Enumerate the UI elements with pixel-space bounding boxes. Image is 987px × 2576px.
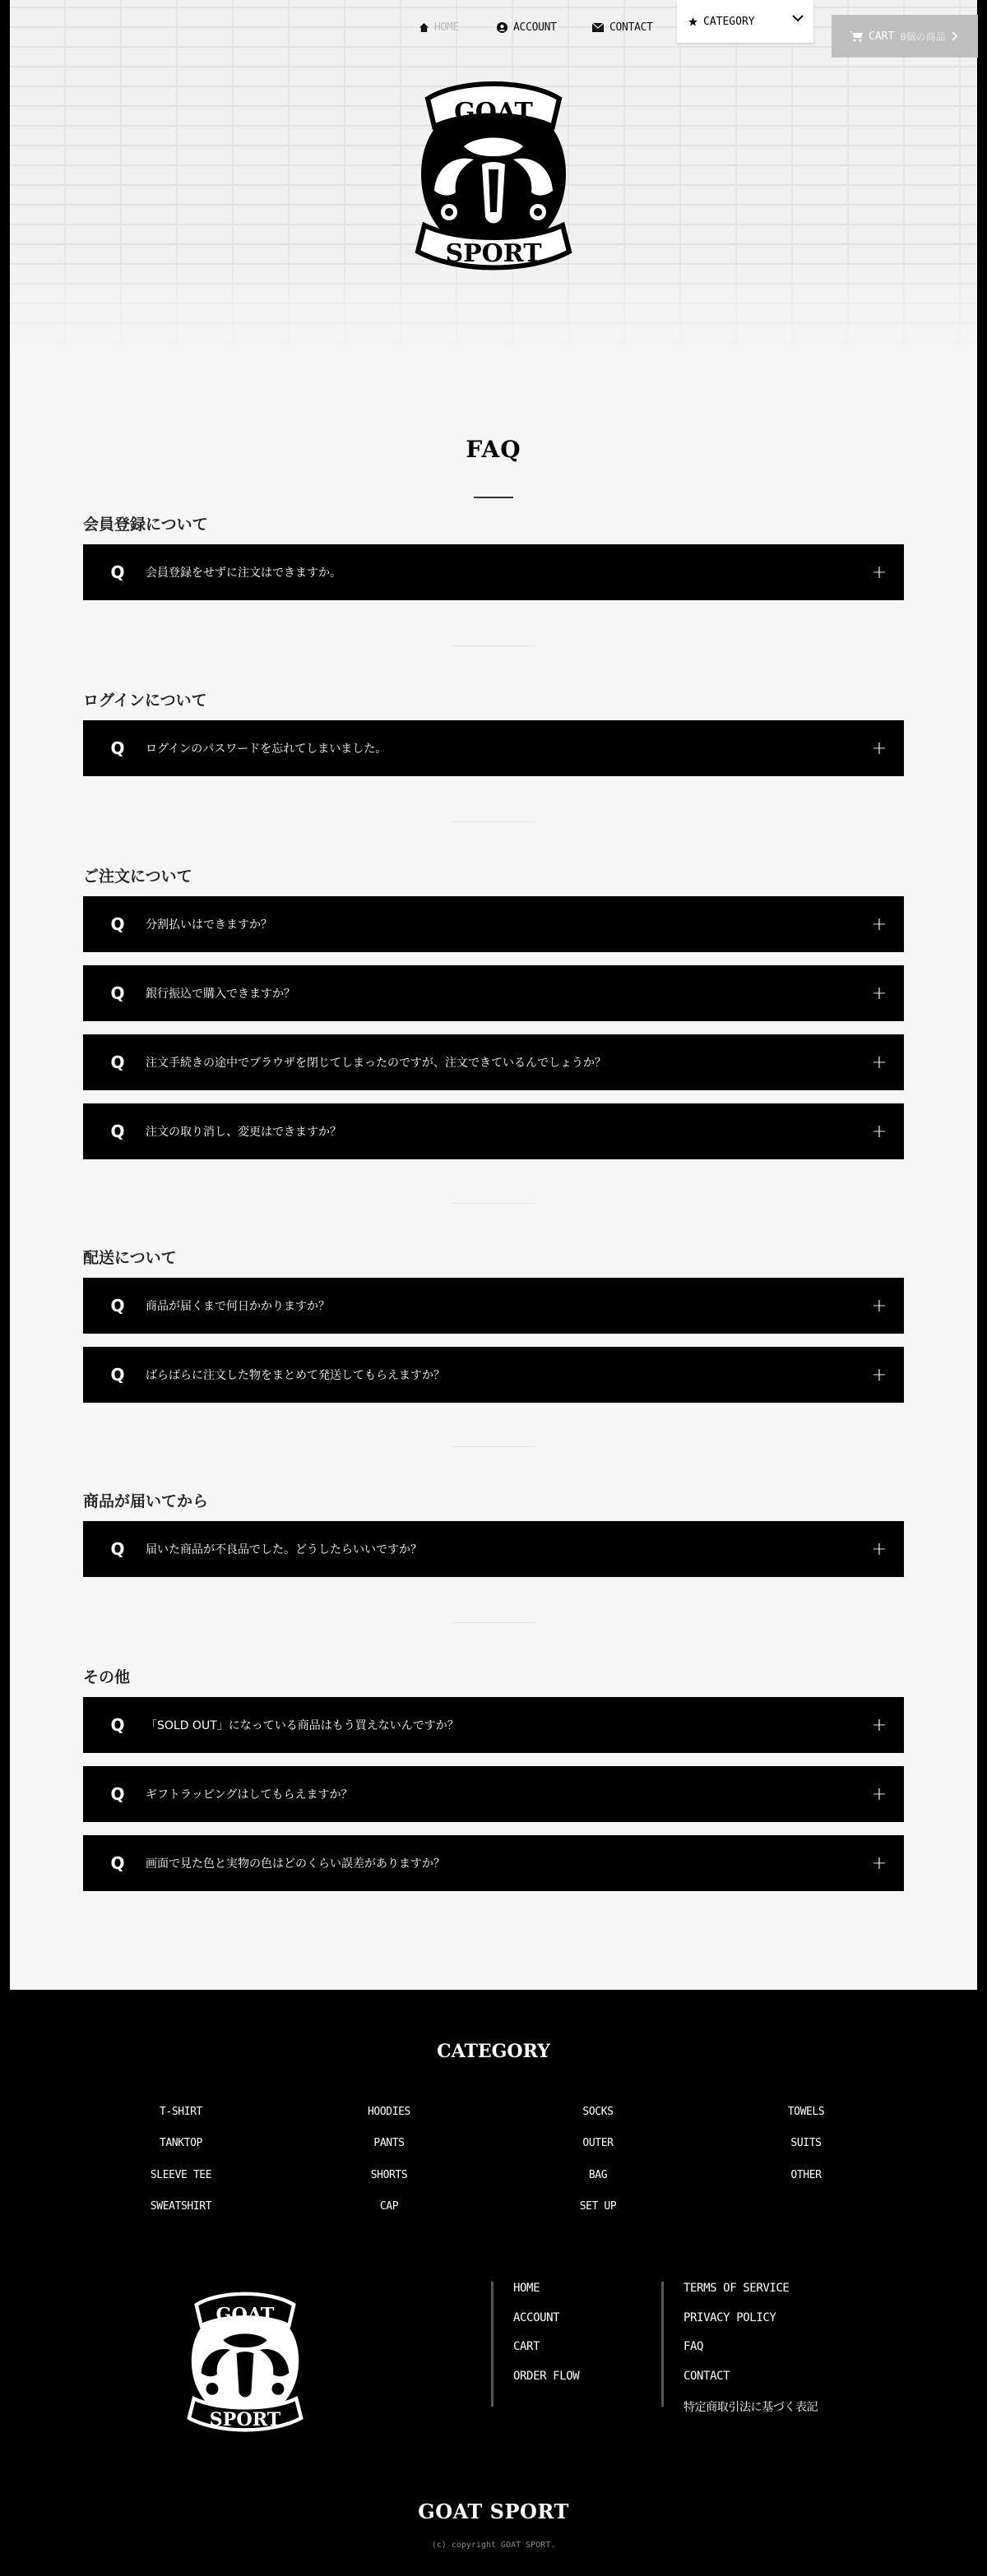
faq-question[interactable] [83, 1347, 904, 1403]
footer-brand: GOAT SPORT [418, 2500, 569, 2523]
question-text: ギフトラッピングはしてもらえますか？ [146, 1788, 353, 1801]
top-nav [0, 0, 987, 49]
category-link[interactable]: TOWELS [787, 2106, 825, 2118]
plus-icon: + [871, 562, 887, 583]
q-mark: Q [110, 1296, 125, 1316]
q-mark: Q [110, 738, 125, 758]
footer-category-title: CATEGORY [437, 2041, 550, 2062]
category-link[interactable]: SWEATSHIRT [150, 2200, 212, 2213]
category-link[interactable]: SLEEVE TEE [150, 2169, 212, 2181]
faq-question[interactable] [83, 1521, 904, 1577]
faq-question[interactable] [83, 965, 904, 1021]
q-mark: Q [110, 1715, 125, 1735]
question-text: 注文手続きの途中でブラウザを閉じてしまったのですが、注文できているんでしょうか？ [146, 1057, 606, 1070]
q-mark: Q [110, 1539, 125, 1559]
faq-question[interactable] [83, 1034, 904, 1090]
footer-link-home[interactable]: HOME [513, 2282, 540, 2295]
category-link[interactable]: PANTS [373, 2137, 405, 2149]
section-title-membership: 会員登録について [83, 516, 208, 534]
section-title-login: ログインについて [83, 691, 207, 710]
plus-icon: + [871, 1852, 887, 1874]
envelope-icon [592, 23, 604, 32]
nav-account-link[interactable] [497, 21, 557, 34]
plus-icon: + [871, 1714, 887, 1736]
plus-icon: + [871, 1364, 887, 1385]
q-mark: Q [110, 1365, 125, 1385]
question-text: 分割払いはできますか？ [146, 918, 272, 932]
category-link[interactable]: SUITS [790, 2137, 822, 2149]
q-mark: Q [110, 562, 125, 582]
category-link[interactable]: OUTER [582, 2137, 614, 2149]
nav-account-label: ACCOUNT [513, 21, 557, 34]
cart-button[interactable] [832, 15, 978, 58]
nav-home-link[interactable] [419, 21, 459, 34]
q-mark: Q [110, 1052, 125, 1072]
cart-icon [850, 30, 863, 42]
section-divider [452, 645, 535, 646]
footer-nav-info [661, 2282, 818, 2415]
question-text: 画面で見た色と実物の色はどのくらい誤差がありますか？ [146, 1857, 445, 1871]
faq-question[interactable] [83, 1766, 904, 1822]
faq-question[interactable] [83, 1835, 904, 1891]
q-mark: Q [110, 983, 125, 1003]
question-text: 届いた商品が不良品でした。どうしたらいいですか？ [146, 1543, 422, 1556]
home-icon [419, 23, 429, 32]
footer-link-terms[interactable]: TERMS OF SERVICE [683, 2282, 790, 2295]
question-text: 「SOLD OUT」になっている商品はもう買えないんですか？ [146, 1719, 459, 1732]
faq-question[interactable] [83, 720, 904, 776]
chevron-down-icon [792, 15, 804, 22]
question-text: 商品が届くまで何日かかりますか？ [146, 1300, 330, 1313]
q-mark: Q [110, 1784, 125, 1804]
page-title: FAQ [466, 436, 521, 463]
category-link[interactable]: BAG [588, 2169, 608, 2181]
question-text: 注文の取り消し、変更はできますか？ [146, 1126, 341, 1139]
question-text: 会員登録をせずに注文はできますか。 [146, 567, 341, 580]
plus-icon: + [871, 1121, 887, 1142]
category-link[interactable]: T-SHIRT [160, 2106, 202, 2118]
category-link[interactable]: SET UP [579, 2200, 617, 2213]
category-link[interactable]: OTHER [790, 2169, 822, 2181]
section-divider [452, 1622, 535, 1623]
plus-icon: + [871, 983, 887, 1004]
section-title-after-delivery: 商品が届いてから [83, 1492, 209, 1510]
footer-link-cart[interactable]: CART [513, 2340, 540, 2354]
footer-link-privacy[interactable]: PRIVACY POLICY [683, 2310, 776, 2324]
category-link[interactable]: TANKTOP [160, 2137, 202, 2149]
q-mark: Q [110, 1122, 125, 1141]
section-title-shipping: 配送について [83, 1249, 177, 1267]
q-mark: Q [110, 1853, 125, 1873]
faq-question[interactable] [83, 1103, 904, 1159]
copyright: (c) copyright GOAT SPORT. [431, 2541, 556, 2550]
category-link[interactable]: SOCKS [582, 2106, 614, 2118]
category-link[interactable]: HOODIES [368, 2106, 410, 2118]
plus-icon: + [871, 738, 887, 759]
question-text: 銀行振込で購入できますか？ [146, 987, 295, 1001]
faq-question[interactable] [83, 1697, 904, 1753]
category-link[interactable]: SHORTS [370, 2169, 408, 2181]
footer-logo[interactable] [164, 2282, 326, 2446]
section-title-orders: ご注文について [83, 867, 192, 886]
cart-count: 0個の商品 [900, 30, 946, 43]
faq-question[interactable] [83, 896, 904, 952]
footer-link-order-flow[interactable]: ORDER FLOW [513, 2369, 580, 2383]
section-divider [452, 821, 535, 822]
user-circle-icon [497, 22, 507, 33]
faq-question[interactable] [83, 544, 904, 600]
title-underline [474, 497, 513, 498]
logo-top-text: GOAT [454, 98, 533, 127]
nav-contact-link[interactable] [592, 21, 653, 34]
goat-sport-logo[interactable] [385, 67, 602, 289]
section-title-other: その他 [83, 1668, 131, 1686]
logo-bottom-text: SPORT [445, 239, 542, 268]
question-text: ばらばらに注文した物をまとめて発送してもらえますか？ [146, 1369, 445, 1382]
footer-link-tokushoho[interactable]: 特定商取引法に基づく表記 [683, 2401, 818, 2415]
plus-icon: + [871, 1052, 887, 1073]
section-divider [452, 1446, 535, 1447]
footer-link-account[interactable]: ACCOUNT [513, 2310, 560, 2324]
main-content [10, 362, 977, 1990]
footer-link-faq[interactable]: FAQ [683, 2340, 704, 2354]
section-divider [452, 1203, 535, 1204]
category-dropdown-label: CATEGORY [703, 15, 755, 28]
footer-logo-top-text: GOAT [215, 2304, 275, 2326]
footer-nav-main [491, 2282, 579, 2407]
footer-link-contact[interactable]: CONTACT [683, 2369, 730, 2383]
q-mark: Q [110, 914, 125, 934]
site-footer [0, 1990, 987, 2576]
question-text: ログインのパスワードを忘れてしまいました。 [146, 742, 387, 756]
nav-home-label: HOME [434, 21, 460, 34]
nav-contact-label: CONTACT [609, 21, 653, 34]
plus-icon: + [871, 1538, 887, 1560]
plus-icon: + [871, 913, 887, 935]
category-dropdown[interactable] [677, 0, 813, 43]
category-link[interactable]: CAP [379, 2200, 399, 2213]
footer-logo-bottom-text: SPORT [209, 2408, 281, 2430]
faq-question[interactable] [83, 1278, 904, 1334]
cart-label: CART [869, 30, 895, 43]
chevron-right-icon [952, 31, 958, 41]
plus-icon: + [871, 1295, 887, 1316]
plus-icon: + [871, 1783, 887, 1805]
star-icon [688, 17, 697, 26]
